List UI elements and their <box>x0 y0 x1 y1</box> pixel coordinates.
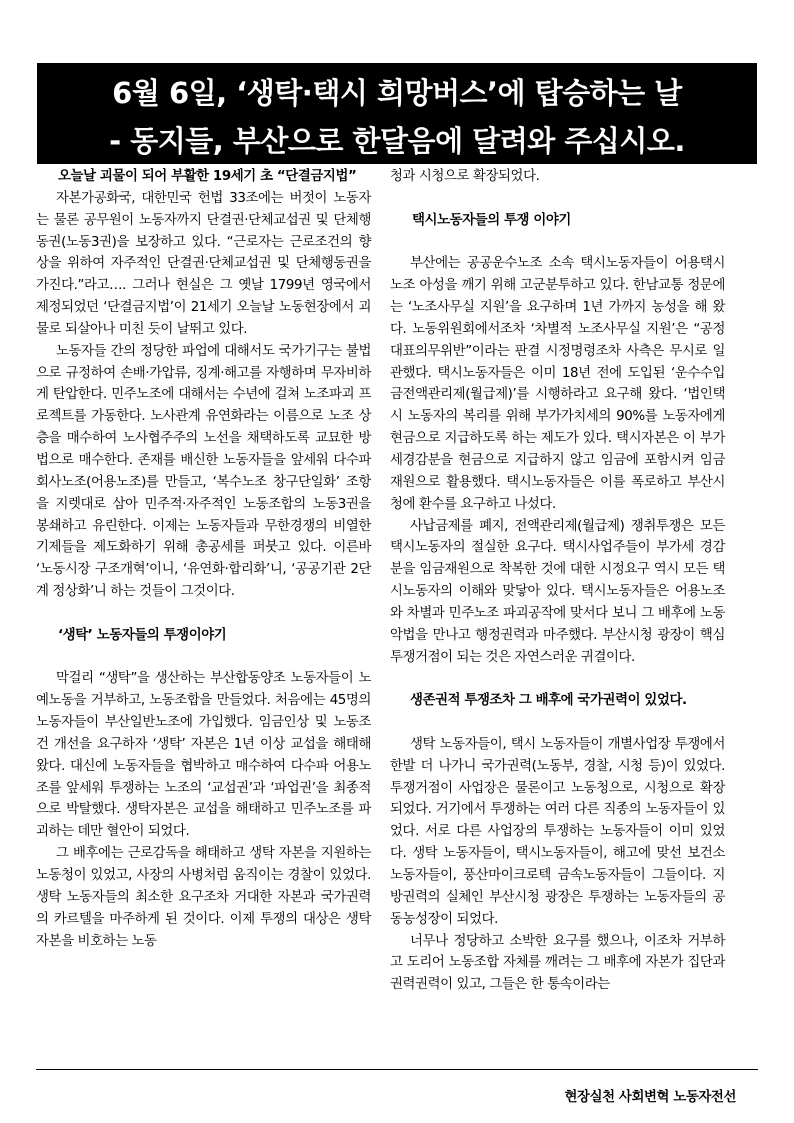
title-line-1: 6월 6일, ‘생탁·택시 희망버스’에 탑승하는 날 <box>112 76 682 110</box>
paragraph: 막걸리 “생탁”을 생산하는 부산합동양조 노동자들이 노예노동을 거부하고, 노동조합을 만들었다. 처음에는 45명의 노동자들이 부산일반노조에 가입했다. 임금인상 및 노동조건 개선을 요구하자 ‘생탁’ 자본은 1년 이상 교섭을 해태해 왔다. 대신에 노동자들을 협박하고 매수하여 다수파 어용노조를 앞세워 투쟁하는 노조의 ‘교섭권’과 ‘파업권’을 최종적으로 박탈했다. 생탁자본은 교섭을 해태하고 민주노조를 파괴하는 데만 혈안이 되었다. <box>36 671 371 840</box>
footer-organization: 현장실천 사회변혁 노동자전선 <box>564 1090 736 1105</box>
right-column <box>390 166 725 996</box>
paragraph: 자본가공화국, 대한민국 헌법 33조에는 버젓이 노동자는 물론 공무원이 노동자까지 단결권·단체교섭권 및 단체행동권(노동3권)을 보장하고 있다. “근로자는 근로조건의 향상을 위하여 자주적인 단결권·단체교섭권 및 단체행동권을 가진다.”라고…. 그러나 현실은 그 옛날 1799년 영국에서 제정되었던 ‘단결금지법’이 21세기 오늘날 노동현장에서 괴물로 되살아나 미친 듯이 날뛰고 있다. <box>36 190 371 337</box>
title-banner <box>37 63 757 164</box>
footer-divider <box>36 1069 758 1070</box>
section-heading-state-power: 생존권적 투쟁조차 그 배후에 국가권력이 있었다. <box>410 693 687 709</box>
section-heading-saengtak: ‘생탁’ 노동자들의 투쟁이야기 <box>58 627 227 643</box>
paragraph: 너무나 정당하고 소박한 요구를 했으나, 이조차 거부하고 도리어 노동조합 자체를 깨려는 그 배후에 자본가 집단과 권력권력이 있고, 그들은 한 통속이라는 <box>390 933 725 993</box>
left-column <box>36 166 371 952</box>
paragraph: 생탁 노동자들이, 택시 노동자들이 개별사업장 투쟁에서 한발 더 나가니 국가권력(노동부, 경찰, 시청 등)이 있었다. 투쟁거점이 사업장은 물론이고 노동청으로, 시청으로 확장되었다. 거기에서 투쟁하는 여러 다른 직종의 노동자들이 있었다. 서로 다른 사업장의 투쟁하는 노동자들이 이미 있었다. 생탁 노동자들이, 택시노동자들이, 해고에 맞선 보건소 노동자들이, 풍산마이크로텍 금속노동자들이 그들이다. 지방권력의 실체인 부산시청 광장은 투쟁하는 노동자들의 공동농성장이 되었다. <box>390 736 725 927</box>
paragraph-continued: 청과 시청으로 확장되었다. <box>390 169 540 184</box>
section-heading-taxi: 택시노동자들의 투쟁 이야기 <box>412 212 571 228</box>
paragraph: 노동자들 간의 정당한 파업에 대해서도 국가기구는 불법으로 규정하여 손배·가압류, 징계·해고를 자행하며 무자비하게 탄압한다. 민주노조에 대해서는 수년에 걸쳐 노조파괴 프로젝트를 가동한다. 노사관계 유연화라는 이름으로 노조 상층을 매수하여 노사협주주의 노선을 채택하도록 교묘한 방법으로 매수한다. 존재를 배신한 노동자들을 앞세워 다수파 회사노조(어용노조)를 만들고, ‘복수노조 창구단일화’ 조항을 지렛대로 삼아 민주적·자주적인 노동조합의 노동3권을 봉쇄하고 유린한다. 이제는 노동자들과 무한경쟁의 비열한 기제들을 제도화하기 위해 총공세를 퍼붓고 있다. 이른바 ‘노동시장 구조개혁’이니, ‘유연화·합리화’니, ‘공공기관 2단계 정상화’니 하는 것들이 그것이다. <box>36 343 371 600</box>
paragraph: 그 배후에는 근로감독을 해태하고 생탁 자본을 지원하는 노동청이 있었고, 사장의 사병처럼 움직이는 경찰이 있었다. 생탁 노동자들의 최소한 요구조차 거대한 자본과 국가권력의 카르텔을 마주하게 된 것이다. 이제 투쟁의 대상은 생탁자본을 비호하는 노동 <box>36 846 371 949</box>
paragraph: 부산에는 공공운수노조 소속 택시노동자들이 어용택시노조 아성을 깨기 위해 고군분투하고 있다. 한남교통 정문에는 ‘노조사무실 지원’을 요구하며 1년 가까지 농성을 해 왔다. 노동위원회에서조차 ‘차별적 노조사무실 지원’은 “공정대표의무위반”이라는 판결 시정명령조차 사측은 무시로 일관했다. 택시노동자들은 이미 18년 전에 도입된 ‘운수수입금전액관리제(월급제)’를 시행하라고 요구해 왔다. ‘법인택시 노동자의 복리를 위해 부가가치세의 90%를 노동자에게 현금으로 지급하도록 하는 제도가 있다. 택시자본은 이 부가세경감분을 현금으로 지급하지 않고 임금에 포함시켜 임금 재원으로 활용했다. 택시노동자들은 이를 폭로하고 부산시청에 환수를 요구하고 나섰다. <box>390 256 725 512</box>
title-line-2: - 동지들, 부산으로 한달음에 달려와 주십시오. <box>109 124 685 158</box>
section-heading-union-ban: 오늘날 괴물이 되어 부활한 19세기 초 “단결금지법” <box>58 169 357 184</box>
paragraph: 사납금제를 폐지, 전액관리제(월급제) 쟁취투쟁은 모든 택시노동자의 절실한 요구다. 택시사업주들이 부가세 경감분을 임금재원으로 착복한 것에 대한 시정요구 역시 모든 택시노동자의 이해와 맞닿아 있다. 택시노동자들은 어용노조와 차별과 민주노조 파괴공작에 맞서다 보니 그 배후에 노동악법을 만나고 행정권력과 마주했다. 부산시청 광장이 핵심 투쟁거점이 되는 것은 자연스러운 귀결이다. <box>390 518 725 665</box>
